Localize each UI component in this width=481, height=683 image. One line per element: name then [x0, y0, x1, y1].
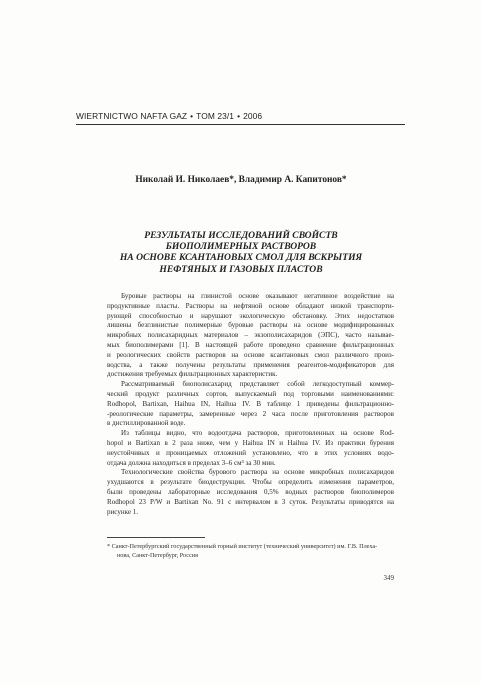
text-line: -реологические параметры, замеренные через 2 часа после приготовления растворов [107, 409, 394, 418]
text-line: мых биополимерами [1]. В настоящей работе проведено сравнение фильтрационных [107, 340, 394, 349]
text-line: рисунке 1. [107, 507, 139, 516]
text-line: были проведены лабораторные исследования 0,5% водных растворов биополимеров [107, 487, 394, 496]
text-line: достижения требуемых фильтрационных характеристик. [107, 370, 278, 379]
article-title [76, 230, 406, 275]
journal-header [76, 111, 406, 121]
footnote [107, 543, 394, 561]
paragraph-1 [107, 292, 394, 380]
text-line: Технологические свойства бурового раствора на основе микробных полисахаридов [121, 468, 394, 477]
text-line: Rodhopol, Bartixan, Haihua IN, Haihua IV. В таблице 1 приведены фильтрационно- [107, 399, 394, 408]
header-separator: • [190, 111, 194, 121]
journal-name: WIERTNICTWO NAFTA GAZ [76, 111, 188, 121]
text-line: Из таблицы видно, что водоотдача растворов, приготовленных на основе Rod- [121, 429, 394, 438]
text-line: отдача должна находиться в пределах 3–6 см³ за 30 мин. [107, 458, 276, 467]
text-line: Rodhopol 23 P/W и Bartixan No. 91 с интервалом в 3 суток. Результаты приводятся на [107, 497, 394, 506]
title-line: НЕФТЯНЫХ И ГАЗОВЫХ ПЛАСТОВ [159, 263, 323, 275]
text-line: Рассматриваемый биополисахарид представляет собой легкодоступный коммер- [121, 380, 394, 389]
title-line: НА ОСНОВЕ КСАНТАНОВЫХ СМОЛ ДЛЯ ВСКРЫТИЯ [119, 252, 363, 264]
header-rule [76, 124, 405, 125]
article-body [107, 292, 394, 517]
text-line: ухудшаются в результате биодеструкции. Чтобы определить изменения параметров, [107, 478, 394, 487]
paragraph-2 [107, 380, 394, 429]
footnote-line: нова, Санкт-Петербург, Россия [117, 551, 198, 559]
text-line: продуктивные пласты. Растворы на нефтяной основе обладают низкой транспорти- [107, 301, 394, 310]
text-line: в дистиллированной воде. [107, 419, 186, 428]
authors: Николай И. Николаев*, Владимир А. Капитонов* [135, 175, 347, 185]
journal-year: 2006 [243, 111, 263, 121]
text-line: Буровые растворы на глинистой основе оказывают негативное воздействие на [121, 292, 394, 300]
text-line: ческий продукт различных сортов, выпускаемый под торговыми наименованиями: [107, 389, 394, 398]
text-line: лишены безглинистые полимерные буровые растворы на основе модифицированных [107, 321, 394, 330]
title-line: РЕЗУЛЬТАТЫ ИССЛЕДОВАНИЙ СВОЙСТВ [144, 230, 338, 241]
text-line: hopol и Bartixan в 2 раза ниже, чем у Haihua IN и Haihua IV. Из практики бурения [107, 438, 394, 447]
text-line: и реологических свойств растворов на основе ксантановых смол различного произ- [107, 350, 394, 359]
text-line: рующей способностью и нарушают экологическую обстановку. Этих недостатков [107, 311, 394, 320]
text-line: водства, а также получены результаты применения реагентов-модификаторов для [107, 360, 394, 369]
paragraph-3 [107, 429, 394, 468]
header-separator: • [237, 111, 241, 121]
text-line: микробных полисахаридных материалов – экзополисахаридов (ЭПС), часто называе- [107, 331, 394, 340]
footnote-line: * Санкт-Петербургский государственный горный институт (технический университет) им. Г.В. Плеха- [107, 543, 378, 550]
text-line: неустойчивых и проницаемых отложений установлено, что в этих условиях водо- [107, 448, 394, 457]
footnote-rule [107, 537, 205, 538]
journal-volume: TOM 23/1 [196, 111, 235, 121]
paragraph-4 [107, 468, 394, 517]
page-number: 349 [383, 574, 394, 582]
title-line: БИОПОЛИМЕРНЫХ РАСТВОРОВ [165, 241, 317, 253]
